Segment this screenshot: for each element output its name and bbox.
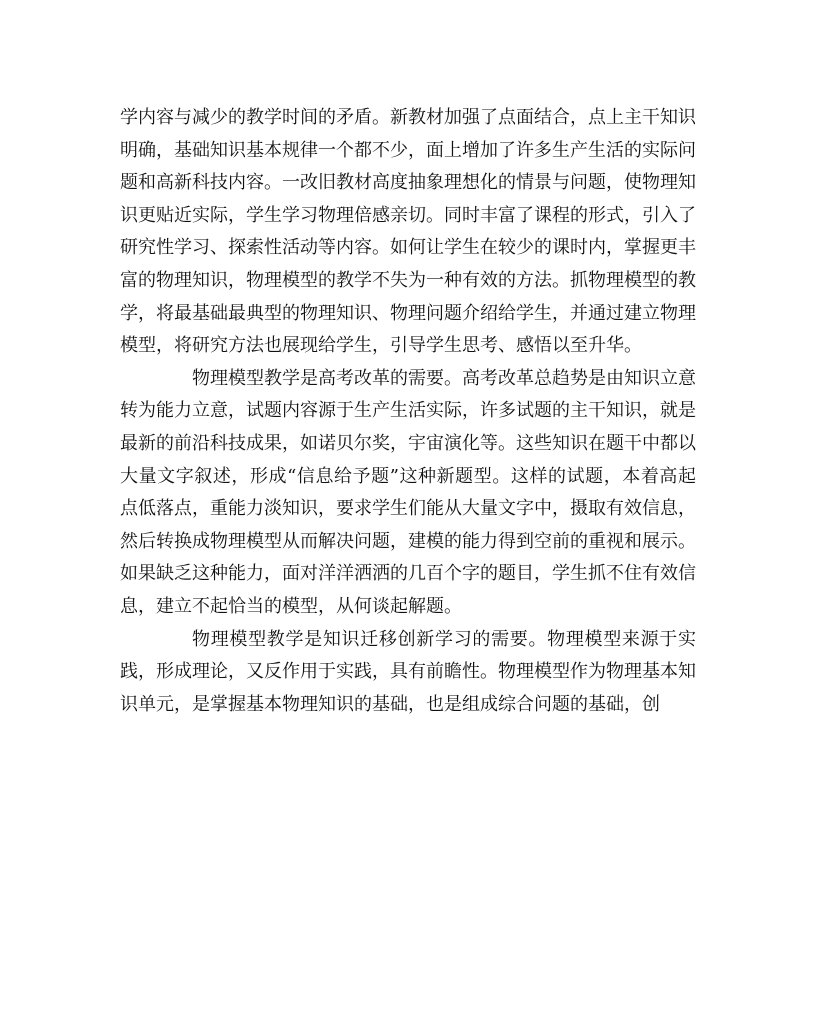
paragraph-exam-reform: 物理模型教学是高考改革的需要。高考改革总趋势是由知识立意转为能力立意，试题内容源于生产生活实际，许多试题的主干知识，就是最新的前沿科技成果，如诺贝尔奖，宇宙演化等。这些知识在题干中都以大量文字叙述，形成“信息给予题”这种新题型。这样的试题，本着高起点低落点，重能力淡知识，要求学生们能从大量文字中，摄取有效信息，然后转换成物理模型从而解决问题，建模的能力得到空前的重视和展示。如果缺乏这种能力，面对洋洋洒洒的几百个字的题目，学生抓不住有效信息，建立不起恰当的模型，从何谈起解题。 (120, 367, 696, 617)
document-body (120, 102, 696, 721)
paragraph-knowledge-transfer: 物理模型教学是知识迁移创新学习的需要。物理模型来源于实践，形成理论，又反作用于实践，具有前瞻性。物理模型作为物理基本知识单元，是掌握基本物理知识的基础，也是组成综合问题的基础，创 (120, 628, 696, 715)
paragraph-continuation: 学内容与减少的教学时间的矛盾。新教材加强了点面结合，点上主干知识明确，基础知识基本规律一个都不少，面上增加了许多生产生活的实际问题和高新科技内容。一改旧教材高度抽象理想化的情景与问题，使物理知识更贴近实际，学生学习物理倍感亲切。同时丰富了课程的形式，引入了研究性学习、探索性活动等内容。如何让学生在较少的课时内，掌握更丰富的物理知识，物理模型的教学不失为一种有效的方法。抓物理模型的教学，将最基础最典型的物理知识、物理问题介绍给学生，并通过建立物理模型，将研究方法也展现给学生，引导学生思考、感悟以至升华。 (120, 107, 696, 357)
